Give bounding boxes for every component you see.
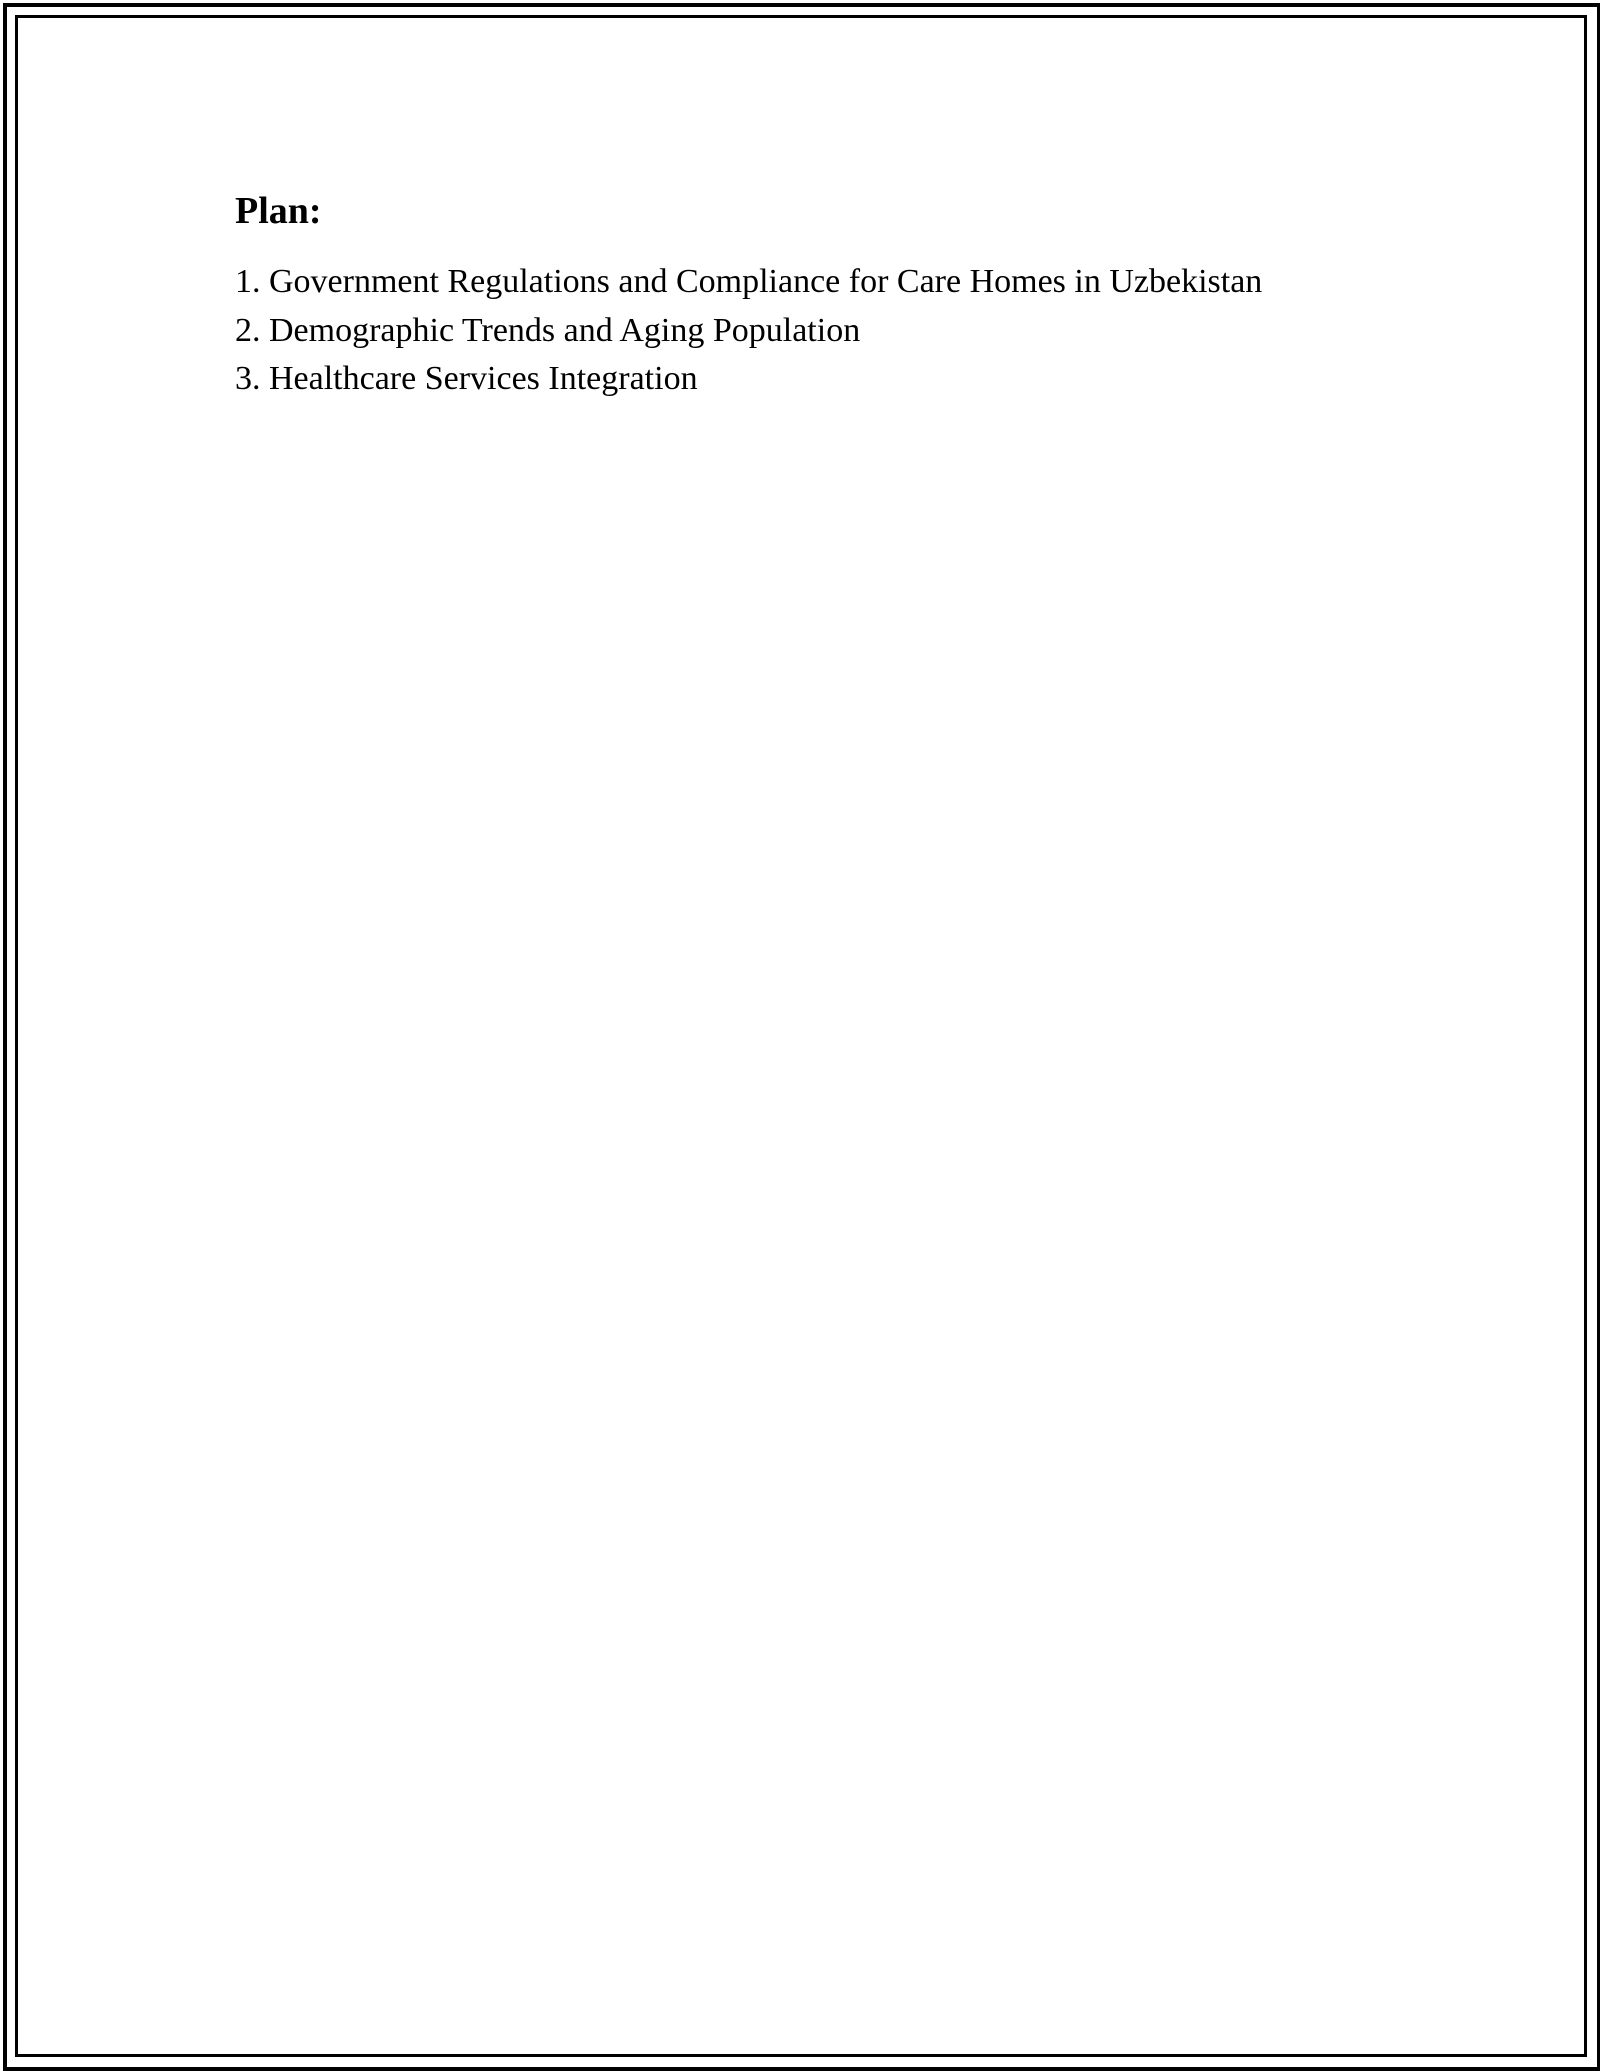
list-item: 3. Healthcare Services Integration [235,360,698,397]
list-item: 2. Demographic Trends and Aging Population [235,311,861,349]
plan-list [235,258,1435,404]
list-item: 1. Government Regulations and Compliance for Care Homes in Uzbekistan [235,263,1263,300]
document-body [235,188,1435,404]
page-title: Plan: [235,190,322,232]
